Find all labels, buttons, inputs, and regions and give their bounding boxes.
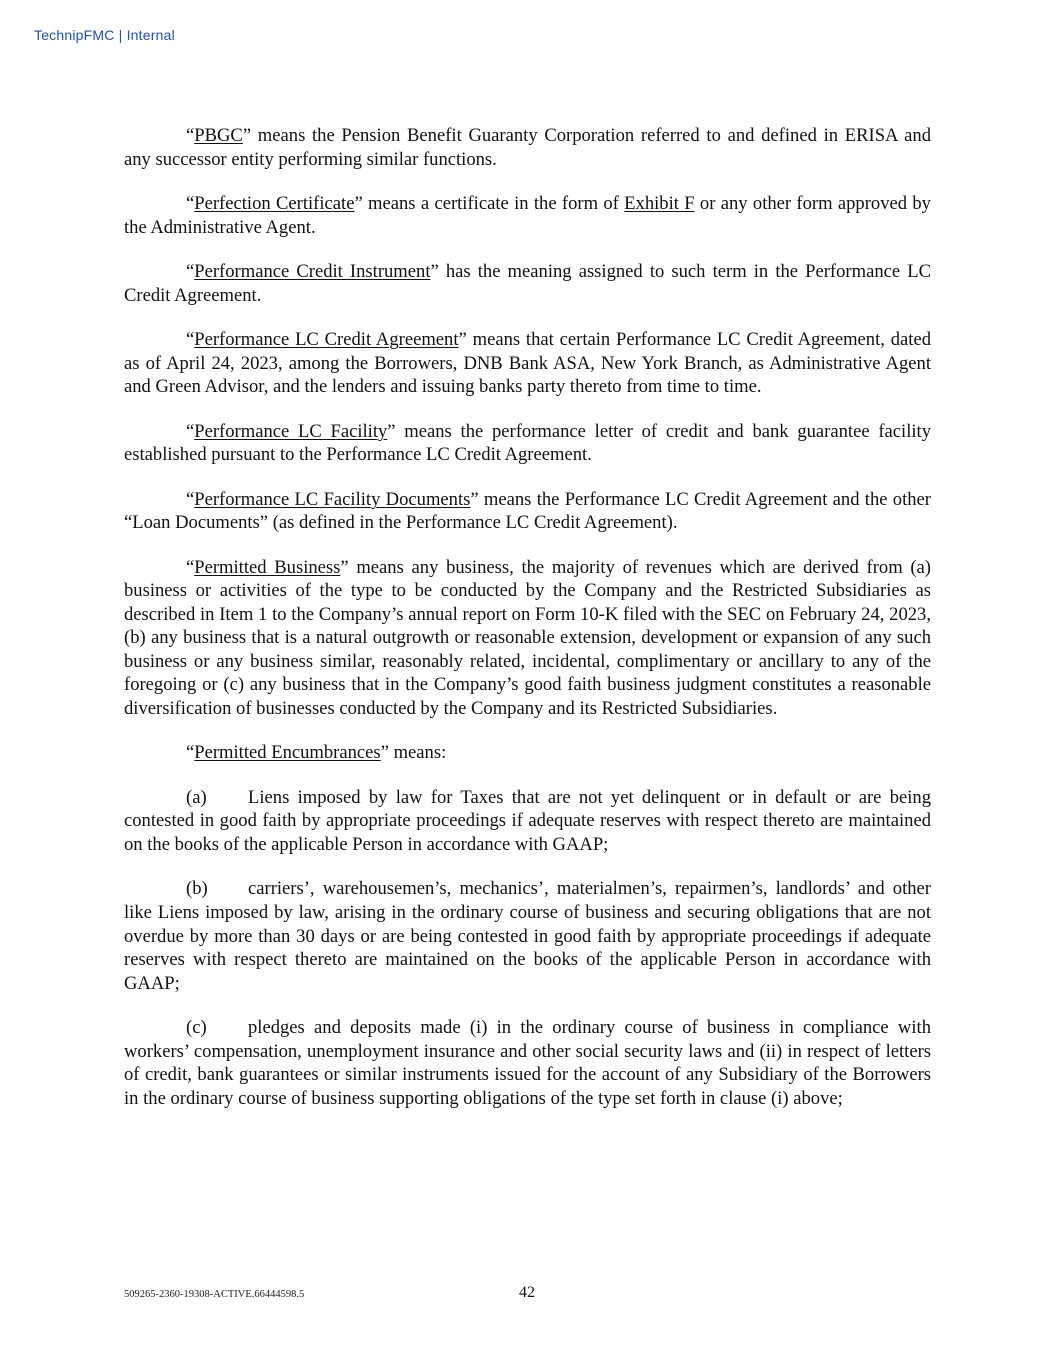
clause-label: (b) (186, 878, 208, 900)
clause-text: Liens imposed by law for Taxes that are not yet delinquent or in default or are being contested in good faith by appropriate proceedings if adequate reserves with respect thereto are maintained on the books of the applicable Person in accordance with GAAP; (124, 786, 931, 856)
definition-text: ” means the performance letter of credit and bank guarantee facility established pursuant to the Performance LC Credit Agreement. (124, 420, 931, 466)
defined-term: Permitted Business (194, 556, 341, 578)
clause-c (124, 1016, 931, 1110)
definition-performance-credit-instrument (124, 260, 931, 307)
defined-term: Permitted Encumbrances (194, 742, 381, 764)
definition-text: ” means: (380, 742, 447, 764)
open-quote: “ (186, 260, 195, 282)
document-body (124, 124, 931, 1111)
definition-text: ” means the Performance LC Credit Agreement and the other “Loan Documents” (as defined in the Performance LC Credit Agreement). (124, 488, 931, 534)
open-quote: “ (186, 556, 195, 578)
defined-term: Performance LC Credit Agreement (194, 328, 459, 350)
clause-text: pledges and deposits made (i) in the ordinary course of business in compliance with workers’ compensation, unemployment insurance and other social security laws and (ii) in respect of letters of credit, bank guarantees or similar instruments issued for the account of any Subsidiary of the Borrowers in the ordinary course of business supporting obligations of the type set forth in clause (i) above; (124, 1017, 931, 1109)
definition-text: ” has the meaning assigned to such term in the Performance LC Credit Agreement. (124, 260, 931, 306)
definition-performance-lc-facility (124, 420, 931, 467)
clause-b (124, 877, 931, 995)
clause-label: (c) (186, 1017, 207, 1039)
open-quote: “ (186, 742, 195, 764)
definition-performance-lc-facility-documents (124, 488, 931, 535)
definition-permitted-encumbrances (124, 741, 931, 765)
clause-label: (a) (186, 786, 207, 808)
defined-term: Performance LC Facility Documents (194, 488, 471, 510)
definition-pbgc (124, 124, 931, 171)
defined-term: Performance LC Facility (194, 420, 388, 442)
classification-label: TechnipFMC | Internal (34, 27, 175, 43)
definition-text: ” means the Pension Benefit Guaranty Corporation referred to and defined in ERISA and any successor entity performing similar functions. (124, 125, 931, 170)
definition-text: ” means a certificate in the form of (354, 192, 625, 214)
defined-term: Performance Credit Instrument (194, 260, 431, 282)
defined-term: Perfection Certificate (194, 192, 355, 214)
definition-perfection-certificate (124, 192, 931, 239)
open-quote: “ (186, 192, 195, 214)
definition-text-continued: or any other form approved by the Administrative Agent. (124, 192, 931, 238)
clause-text: carriers’, warehousemen’s, mechanics’, materialmen’s, repairmen’s, landlords’ and other like Liens imposed by law, arising in the ordinary course of business and securing obligations that are not overdue by more than 30 days or are being contested in good faith by appropriate proceedings if adequate reserves with respect thereto are maintained on the books of the applicable Person in accordance with GAAP; (124, 878, 931, 994)
open-quote: “ (186, 125, 195, 146)
open-quote: “ (186, 328, 195, 350)
definition-performance-lc-credit-agreement (124, 328, 931, 399)
definition-text: ” means that certain Performance LC Credit Agreement, dated as of April 24, 2023, among the Borrowers, DNB Bank ASA, New York Branch, as Administrative Agent and Green Advisor, and the lenders and issuing banks party thereto from time to time. (124, 328, 932, 398)
defined-term: PBGC (194, 125, 243, 146)
clause-a (124, 786, 931, 857)
definition-permitted-business (124, 556, 931, 721)
open-quote: “ (186, 420, 195, 442)
page-number: 42 (519, 1284, 535, 1301)
exhibit-reference: Exhibit F (624, 192, 695, 214)
document-id: 509265-2360-19308-ACTIVE.66444598.5 (124, 1289, 305, 1300)
open-quote: “ (186, 488, 195, 510)
definition-text: ” means any business, the majority of revenues which are derived from (a) business or activities of the type to be conducted by the Company and the Restricted Subsidiaries as described in Item 1 to the Company’s annual report on Form 10-K filed with the SEC on February 24, 2023, (b) any business that is a natural outgrowth or reasonable extension, development or expansion of any such business or any business similar, reasonably related, incidental, complimentary or ancillary to any of the foregoing or (c) any business that in the Company’s good faith business judgment constitutes a reasonable diversification of businesses conducted by the Company and its Restricted Subsidiaries. (124, 556, 931, 720)
